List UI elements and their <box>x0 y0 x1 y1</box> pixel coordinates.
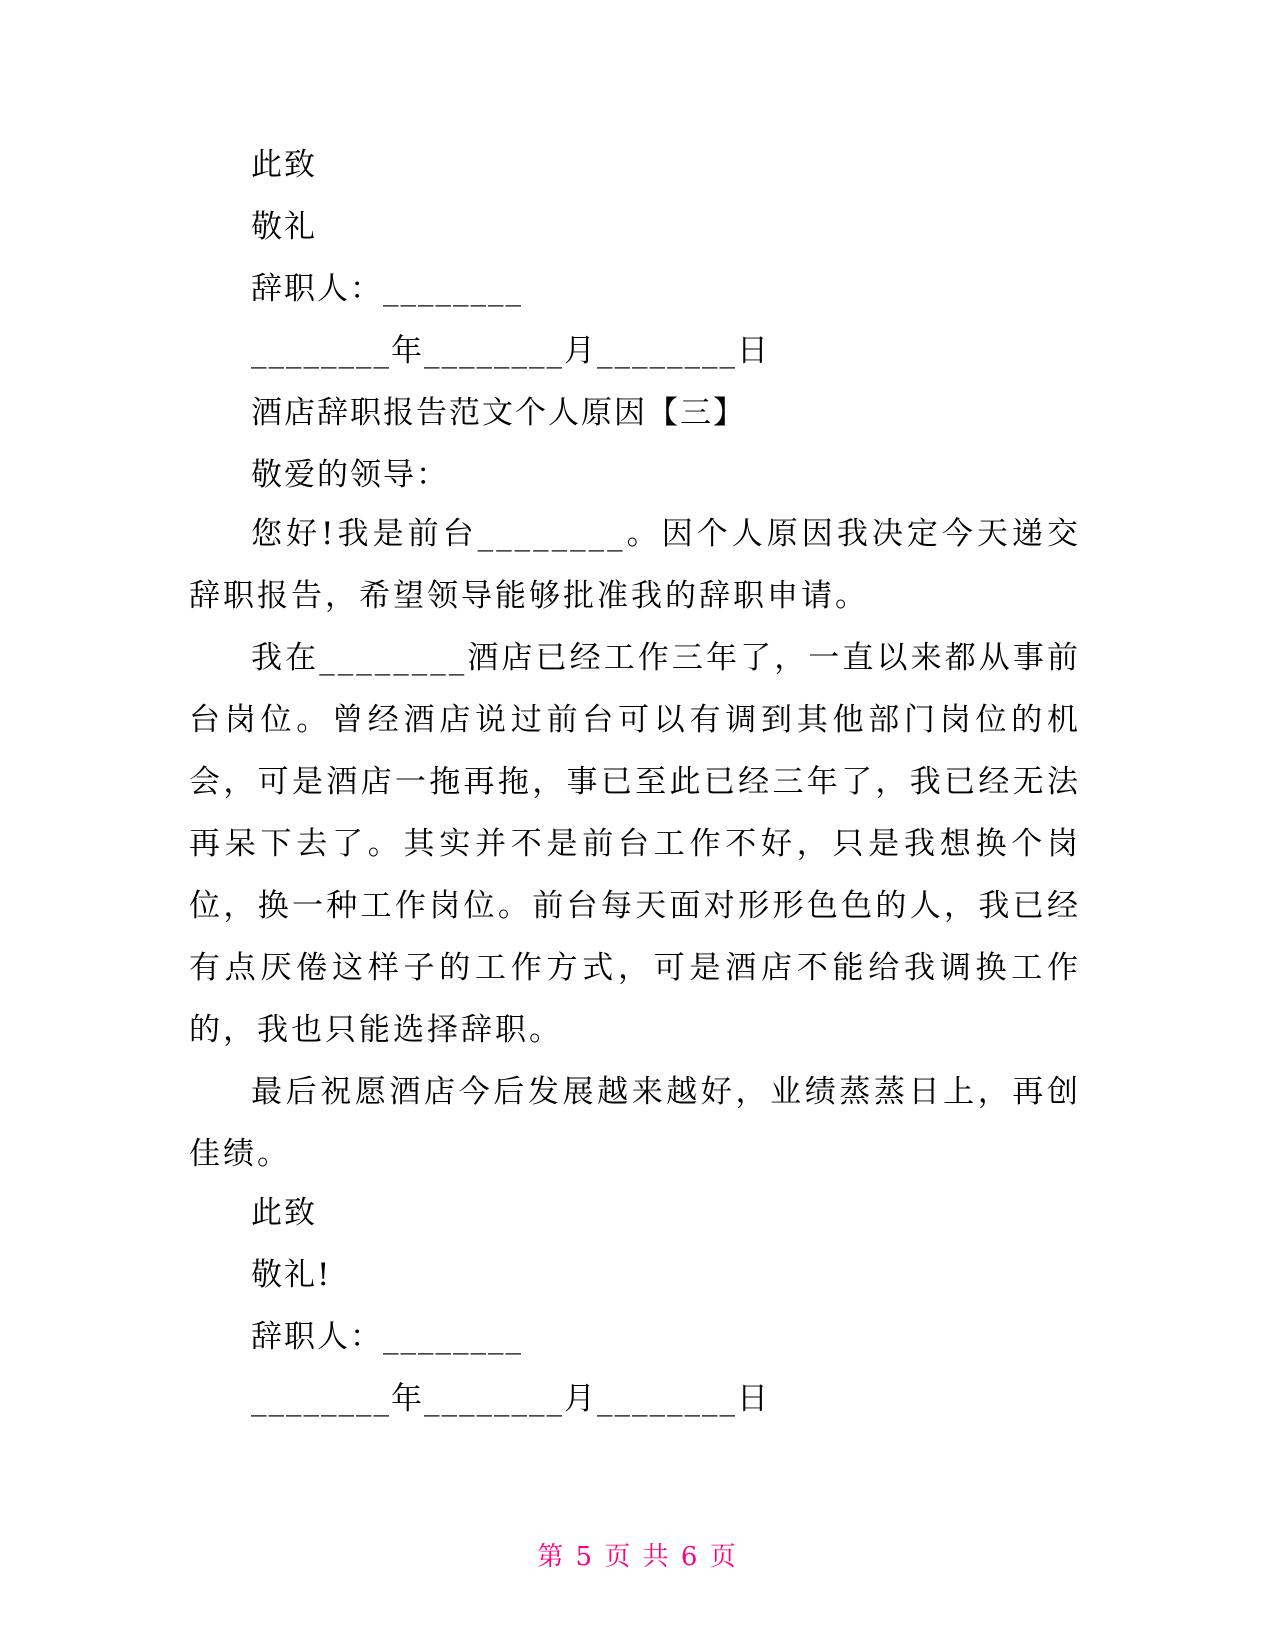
body-paragraph: 您好!我是前台________。因个人原因我决定今天递交辞职报告，希望领导能够批准我的辞职申请。 <box>189 516 1081 614</box>
date-line: ________年________月________日 <box>251 1381 770 1417</box>
body-paragraph: 我在________酒店已经工作三年了，一直以来都从事前台岗位。曾经酒店说过前台可以有调到其他部门岗位的机会，可是酒店一拖再拖，事已至此已经三年了，我已经无法再呆下去了。其实并不是前台工作不好，只是我想换个岗位，换一种工作岗位。前台每天面对形形色色的人，我已经有点厌倦这样子的工作方式，可是酒店不能给我调换工作的，我也只能选择辞职。 <box>189 640 1081 1048</box>
closing-salutation: 此致 <box>251 147 317 183</box>
body-paragraph: 最后祝愿酒店今后发展越来越好，业绩蒸蒸日上，再创佳绩。 <box>189 1074 1081 1172</box>
closing-salutation: 此致 <box>251 1195 317 1231</box>
greeting: 敬爱的领导： <box>251 457 449 493</box>
signer-line: 辞职人：________ <box>251 1319 523 1355</box>
page-number: 第 5 页 共 6 页 <box>537 1542 738 1572</box>
closing-regards: 敬礼! <box>251 1257 332 1293</box>
closing-regards: 敬礼 <box>251 209 317 245</box>
date-line: ________年________月________日 <box>251 333 770 369</box>
signer-line: 辞职人：________ <box>251 271 523 307</box>
section-title: 酒店辞职报告范文个人原因【三】 <box>251 395 746 431</box>
